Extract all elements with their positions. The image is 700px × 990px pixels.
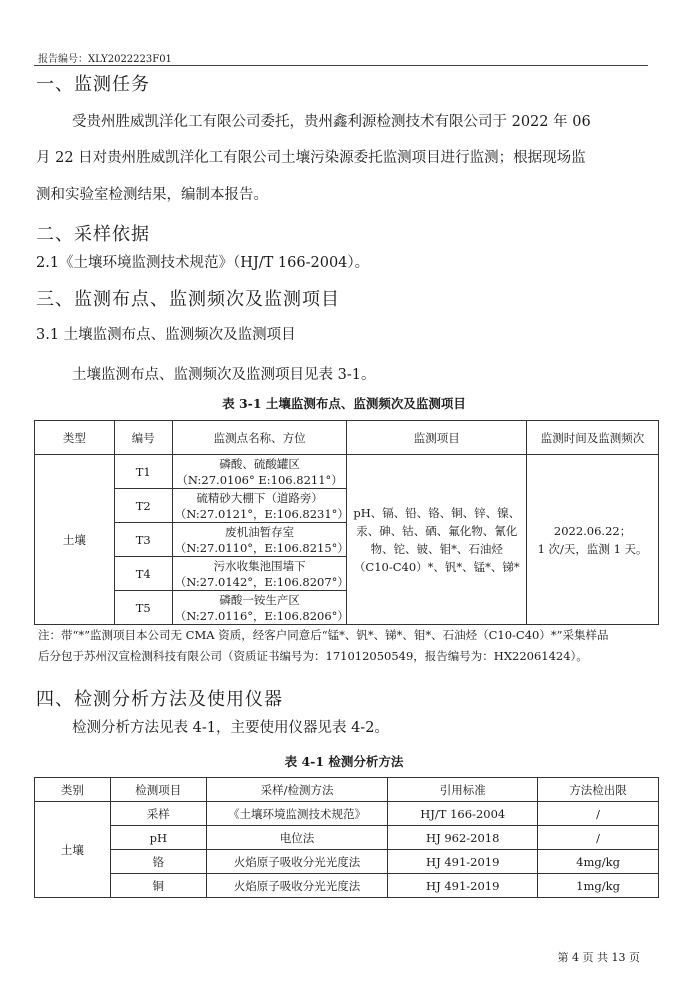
frequency-text: 1 次/天，监测 1 天。 (537, 541, 648, 556)
col-header-item: 检测项目 (110, 778, 206, 802)
items-line: （C10-C40）*、钒*、锰*、锑* (353, 559, 520, 574)
col-header-category: 类别 (35, 778, 111, 802)
table-3-1-note (38, 625, 658, 667)
limit-cell: 4mg/kg (538, 850, 659, 874)
frequency-date: 2022.06.22； (553, 523, 632, 538)
point-location (172, 523, 347, 557)
table-row (35, 850, 659, 874)
section-1-line-1: 受贵州胜威凯洋化工有限公司委托，贵州鑫利源检测技术有限公司于 2022 年 06 (72, 114, 591, 130)
method-cell: 《土壤环境监测技术规范》 (206, 802, 388, 826)
report-number: 报告编号：XLY2022223F01 (38, 54, 172, 65)
point-location (172, 489, 347, 523)
col-header-id: 编号 (114, 421, 172, 455)
page-number: 第 4 页 共 13 页 (557, 951, 640, 964)
table-3-1 (34, 420, 659, 625)
point-id: T3 (114, 523, 172, 557)
section-1-line-3: 测和实验室检测结果，编制本报告。 (36, 187, 268, 203)
limit-cell: 1mg/kg (538, 874, 659, 898)
col-header-standard: 引用标准 (388, 778, 538, 802)
table-3-1-caption: 表 3-1 土壤监测布点、监测频次及监测项目 (222, 396, 466, 411)
section-1-title: 一、监测任务 (36, 74, 150, 95)
point-coord: （N:27.0121°，E:106.8231°） (174, 506, 349, 521)
item-cell: 采样 (110, 802, 206, 826)
section-3-title: 三、监测布点、监测频次及监测项目 (36, 289, 340, 310)
point-name: 污水收集池围墙下 (213, 558, 306, 573)
section-2-title: 二、采样依据 (36, 224, 150, 245)
col-header-limit: 方法检出限 (538, 778, 659, 802)
col-header-items: 监测项目 (347, 421, 527, 455)
table-row (35, 826, 659, 850)
table-4-1 (34, 777, 659, 898)
table-row (35, 455, 659, 489)
section-3-paragraph: 土壤监测布点、监测频次及监测项目见表 3-1。 (72, 367, 376, 383)
point-coord: （N:27.0142°，E:106.8207°） (174, 574, 349, 589)
item-cell: 铬 (110, 850, 206, 874)
items-cell (347, 455, 527, 625)
col-header-frequency: 监测时间及监测频次 (527, 421, 659, 455)
section-2-item: 2.1《土壤环境监测技术规范》（HJ/T 166-2004）。 (36, 255, 370, 271)
point-location (172, 557, 347, 591)
type-cell: 土壤 (35, 455, 115, 625)
items-line: 汞、砷、钴、硒、氟化物、氰化 (356, 523, 518, 538)
point-name: 磷酸、硫酸罐区 (219, 456, 300, 471)
point-location (172, 455, 347, 489)
frequency-cell (527, 455, 659, 625)
point-id: T5 (114, 591, 172, 625)
method-cell: 火焰原子吸收分光光度法 (206, 874, 388, 898)
limit-cell: / (538, 802, 659, 826)
standard-cell: HJ/T 166-2004 (388, 802, 538, 826)
point-name: 硫精砂大棚下（道路旁） (196, 490, 323, 505)
point-coord: （N:27.0106° E:106.8211°） (176, 472, 343, 487)
header-divider (34, 65, 648, 66)
table-4-1-caption: 表 4-1 检测分析方法 (284, 754, 404, 769)
note-line-1: 注：带“*”监测项目本公司无 CMA 资质，经客户同意后“锰*、钒*、锑*、钼*、石油烃（C10-C40）*”采集样品 (38, 628, 609, 642)
table-row (35, 874, 659, 898)
point-id: T2 (114, 489, 172, 523)
section-4-title: 四、检测分析方法及使用仪器 (36, 689, 283, 710)
method-cell: 电位法 (206, 826, 388, 850)
category-cell: 土壤 (35, 802, 111, 898)
item-cell: 铜 (110, 874, 206, 898)
point-id: T4 (114, 557, 172, 591)
point-coord: （N:27.0116°，E:106.8206°） (174, 608, 349, 623)
point-name: 废机油暂存室 (225, 524, 295, 539)
items-line: pH、镉、铅、铬、铜、锌、镍、 (353, 505, 521, 520)
col-header-method: 采样/检测方法 (206, 778, 388, 802)
standard-cell: HJ 491-2019 (388, 874, 538, 898)
table-row (35, 802, 659, 826)
method-cell: 火焰原子吸收分光光度法 (206, 850, 388, 874)
col-header-location: 监测点名称、方位 (172, 421, 347, 455)
col-header-type: 类型 (35, 421, 115, 455)
point-name: 磷酸一铵生产区 (219, 592, 300, 607)
point-id: T1 (114, 455, 172, 489)
note-line-2: 后分包于苏州汉宣检测科技有限公司（资质证书编号为：171012050549，报告编号为：HX22061424）。 (38, 649, 588, 663)
point-location (172, 591, 347, 625)
item-cell: pH (110, 826, 206, 850)
items-line: 物、铊、铍、钼*、石油烃 (370, 541, 503, 556)
section-3-subtitle: 3.1 土壤监测布点、监测频次及监测项目 (36, 327, 296, 343)
limit-cell: / (538, 826, 659, 850)
standard-cell: HJ 491-2019 (388, 850, 538, 874)
section-1-line-2: 月 22 日对贵州胜威凯洋化工有限公司土壤污染源委托监测项目进行监测；根据现场监 (36, 150, 586, 166)
standard-cell: HJ 962-2018 (388, 826, 538, 850)
section-4-paragraph: 检测分析方法见表 4-1，主要使用仪器见表 4-2。 (72, 720, 389, 736)
point-coord: （N:27.0110°，E:106.8215°） (174, 540, 349, 555)
